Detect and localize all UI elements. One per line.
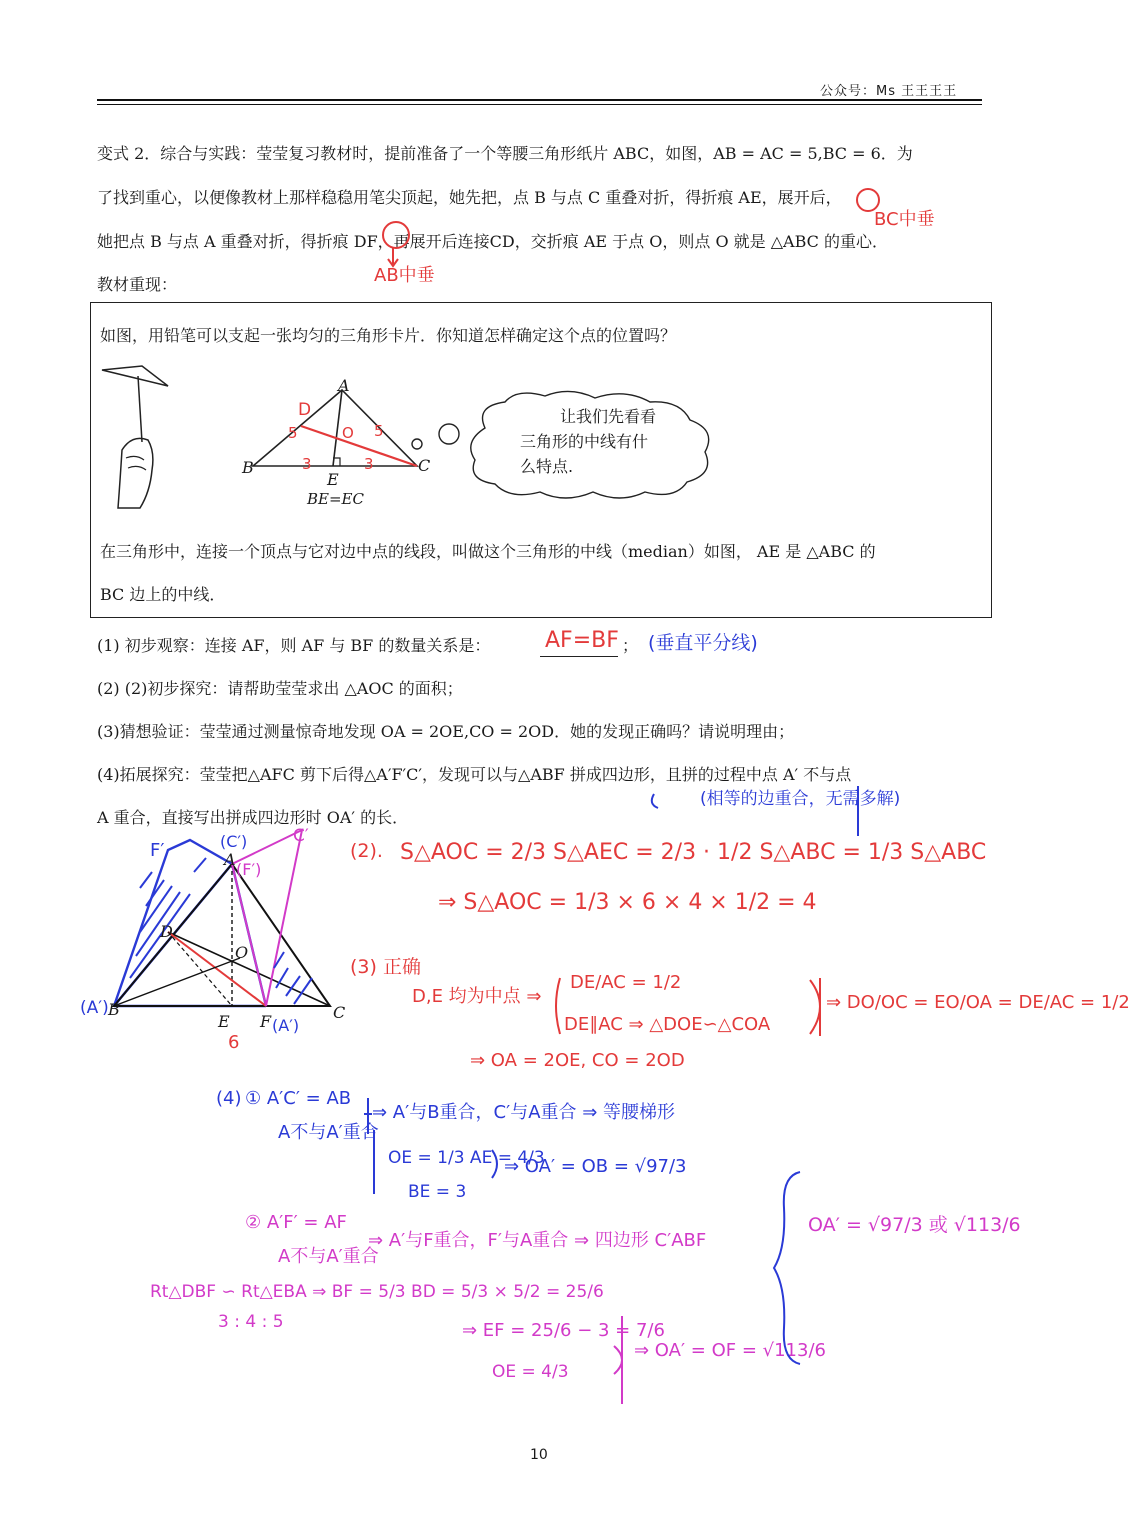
problem-line-4: 教材重现： <box>97 275 178 294</box>
question-3: (3)猜想验证：莹莹通过测量惊奇地发现 OA = 2OE,CO = 2OD．她的发现正确吗？请说明理由； <box>97 722 795 741</box>
s3-conclusion: ⇒ OA = 2OE, CO = 2OD <box>470 1050 685 1071</box>
fig2-label-c: C <box>333 1003 346 1022</box>
tri-label-c: C <box>418 456 431 475</box>
c1-line-a: ① A′C′ = AB <box>245 1088 352 1109</box>
header-rule-thin <box>97 104 982 105</box>
tri-label-o: O <box>342 424 354 442</box>
fig2-label-aprime-b: (A′) <box>80 998 109 1018</box>
fig2-label-d: D <box>160 922 173 941</box>
c2-oe: OE = 4/3 <box>492 1362 569 1382</box>
fig2-label-f: F <box>260 1012 272 1031</box>
q1-semicolon: ； <box>622 636 639 655</box>
df-annotation: AB中垂 <box>374 265 435 286</box>
tri-label-a: A <box>338 376 350 395</box>
c2-bracket <box>600 1310 640 1410</box>
problem-line-1: 变式 2．综合与实践：莹莹复习教材时，提前准备了一个等腰三角形纸片 ABC，如图，AB = AC = 5,BC = 6．为 <box>97 144 913 163</box>
bubble-line-1: 让我们先看看 <box>560 407 657 426</box>
textbook-intro: 如图，用铅笔可以支起一张均匀的三角形卡片．你知道怎样确定这个点的位置吗？ <box>100 326 677 345</box>
s3-brackets <box>548 972 838 1042</box>
bubble-text <box>520 404 656 479</box>
fig2-label-cprime-paren: (C′) <box>220 832 248 851</box>
pencil-hand-figure <box>100 362 175 512</box>
tri-label-b: B <box>242 458 254 477</box>
tri-label-d: D <box>298 400 312 420</box>
c2-line-a: ② A′F′ = AF <box>245 1212 347 1233</box>
q1-answer: AF=BF <box>545 628 619 653</box>
header-rule-thick <box>97 99 982 101</box>
tri-label-3b: 3 <box>364 455 374 473</box>
fig2-label-fprime-paren: (F′) <box>236 860 262 879</box>
c1-brackets <box>360 1094 510 1204</box>
s3-ratio: ⇒ DO/OC = EO/OA = DE/AC = 1/2 <box>826 992 1130 1013</box>
c1-line-d: OE = 1/3 AE = 4/3 <box>388 1148 545 1168</box>
q4-note: (相等的边重合，无需多解) <box>700 789 901 809</box>
header-account: 公众号：Ms 王王王王 <box>820 84 958 99</box>
s3-label: (3) 正确 <box>350 956 421 978</box>
final-brace <box>770 1168 810 1368</box>
c2-ef: ⇒ EF = 25/6 − 3 = 7/6 <box>462 1320 665 1341</box>
c2-result: ⇒ OA′ = OF = √113/6 <box>634 1340 826 1361</box>
q1-answer-underline <box>540 656 618 657</box>
c1-line-b: A不与A′重合 <box>278 1122 379 1143</box>
fig2-label-cprime: C′ <box>293 826 309 846</box>
bubble-line-2: 三角形的中线有什 <box>520 432 649 451</box>
top-annotation-marks <box>355 180 935 290</box>
question-1: (1) 初步观察：连接 AF，则 AF 与 BF 的数量关系是： <box>97 636 491 655</box>
tri-label-be-ec: BE=EC <box>307 490 364 508</box>
question-4a: (4)拓展探究：莹莹把△AFC 剪下后得△A′F′C′，发现可以与△ABF 拼成四边形，且拼的过程中点 A′ 不与点 <box>97 765 852 784</box>
fig2-label-o: O <box>235 943 249 962</box>
textbook-def-1: 在三角形中，连接一个顶点与它对边中点的线段，叫做这个三角形的中线（median）如图， AE 是 △ABC 的 <box>100 542 876 561</box>
c1-line-f: ⇒ OA′ = OB = √97/3 <box>504 1156 687 1177</box>
s3-parallel: DE∥AC ⇒ △DOE∽△COA <box>564 1014 771 1035</box>
q1-note: (垂直平分线) <box>648 632 758 654</box>
final-answer: OA′ = √97/3 或 √113/6 <box>808 1214 1021 1236</box>
textbook-def-2: BC 边上的中线． <box>100 585 226 604</box>
c2-ratio: 3 : 4 : 5 <box>218 1312 284 1332</box>
problem-line-2: 了找到重心，以便像教材上那样稳稳用笔尖顶起，她先把，点 B 与点 C 重叠对折，得折痕 AE，展开后， <box>97 188 842 207</box>
tri-label-3a: 3 <box>302 455 312 473</box>
fig2-label-aprime-f: (A′) <box>272 1016 300 1035</box>
s3-line-1: D,E 均为中点 ⇒ <box>412 986 542 1007</box>
c1-line-e: BE = 3 <box>408 1182 467 1202</box>
s2-line-2: ⇒ S△AOC = 1/3 × 6 × 4 × 1/2 = 4 <box>438 890 817 915</box>
fig2-label-fprime: F′ <box>150 840 165 861</box>
problem-line-3: 她把点 B 与点 A 重叠对折，得折痕 DF，再展开后连接CD，交折痕 AE 于点 O，则点 O 就是 △ABC 的重心． <box>97 232 888 251</box>
question-2: (2) (2)初步探究：请帮助莹莹求出 △AOC 的面积； <box>97 679 463 698</box>
c1-line-c: ⇒ A′与B重合，C′与A重合 ⇒ 等腰梯形 <box>372 1102 676 1123</box>
fig2-label-six: 6 <box>228 1032 240 1053</box>
s2-line-1: S△AOC = 2/3 S△AEC = 2/3 · 1/2 S△ABC = 1/3 S△ABC <box>400 840 987 865</box>
fig2-label-a: A <box>224 850 236 869</box>
s2-label: (2). <box>350 840 383 862</box>
q4-note-marks <box>640 780 880 840</box>
fig2-label-b: B <box>108 1000 120 1019</box>
bubble-line-3: 么特点. <box>520 457 574 476</box>
question-4b: A 重合，直接写出拼成四边形时 OA′ 的长． <box>97 808 409 827</box>
fig2-label-e: E <box>218 1012 230 1031</box>
tri-label-5b: 5 <box>374 422 384 440</box>
c2-line-b: A不与A′重合 <box>278 1246 379 1267</box>
c2-line-c: ⇒ A′与F重合，F′与A重合 ⇒ 四边形 C′ABF <box>368 1230 707 1251</box>
page-number: 10 <box>530 1447 548 1463</box>
s4-label: (4) <box>216 1088 242 1109</box>
tri-label-5a: 5 <box>288 424 298 442</box>
c2-rt-line: Rt△DBF ∽ Rt△EBA ⇒ BF = 5/3 BD = 5/3 × 5/2 = 25/6 <box>150 1282 604 1302</box>
s3-frac: DE/AC = 1/2 <box>570 972 682 993</box>
ae-annotation: BC中垂 <box>874 209 935 230</box>
tri-label-e: E <box>327 470 339 489</box>
